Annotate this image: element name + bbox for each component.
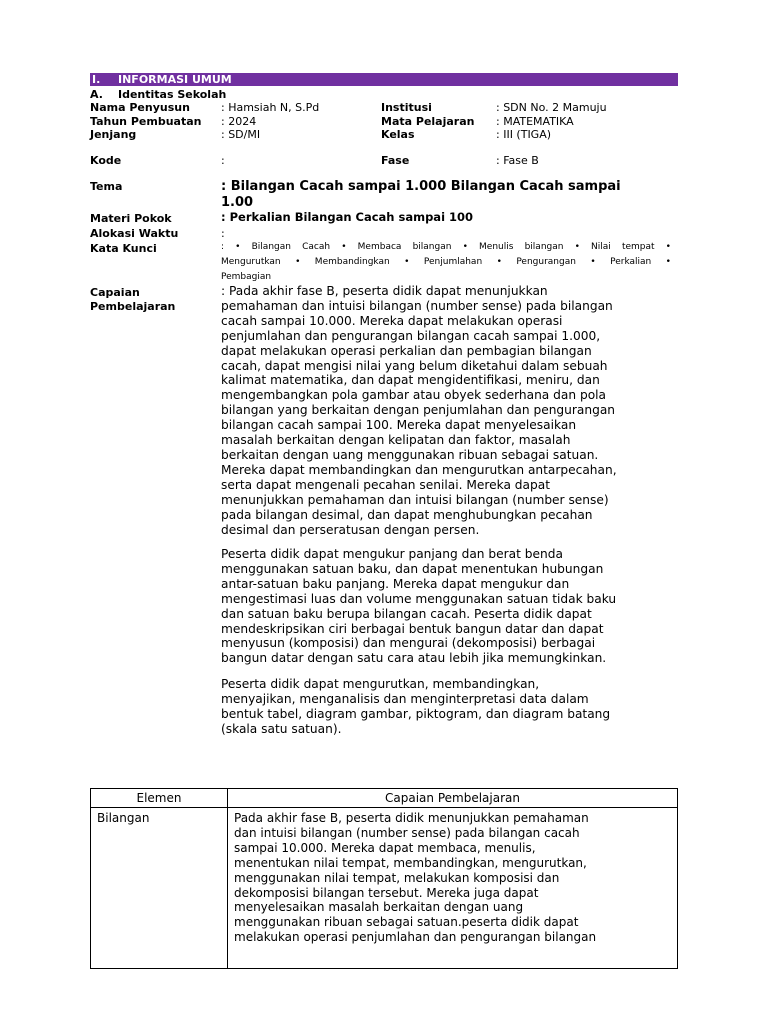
table-cell-capaian [228,808,678,969]
label-fase: Fase [381,154,410,167]
kata-kunci-line-3: Pembagian [221,272,272,282]
label-jenjang: Jenjang [90,128,137,141]
capaian-paragraph-3: Peserta didik dapat mengurutkan, membandingkan, menyajikan, menganalisis dan menginterpretasi data dalam bentuk tabel, diagram gambar, piktogram, dan diagram batang (skala satu satuan). [221,677,611,736]
subsection-number: A. [90,88,103,101]
label-tema: Tema [90,180,123,193]
value-kode: : [221,154,225,167]
value-tema: : Bilangan Cacah sampai 1.000 Bilangan Cacah sampai 1.00 [221,179,621,210]
value-kelas: : III (TIGA) [496,128,552,141]
section-number: I. [92,73,101,86]
value-nama-penyusun: : Hamsiah N, S.Pd [221,101,320,114]
capaian-paragraph-1: : Pada akhir fase B, peserta didik dapat menunjukkan pemahaman dan intuisi bilangan (number sense) pada bilangan cacah sampai 10.000. Mereka dapat melakukan operasi penjumlahan dan pengurangan bilangan cacah sampai 1.000, dapat melakukan operasi perkalian dan pembagian bilangan cacah, dapat mengisi nilai yang belum diketahui dalam sebuah kalimat matematika, dan dapat mengidentifikasi, meniru, dan mengembangkan pola gambar atau obyek sederhana dan pola bilangan yang berkaitan dengan penjumlahan dan pengurangan bilangan cacah sampai 100. Mereka dapat menyelesaikan masalah berkaitan dengan kelipatan dan faktor, masalah berkaitan dengan uang menggunakan ribuan sebagai satuan. Mereka dapat membandingkan dan mengurutkan antarpecahan, serta dapat mengenali pecahan senilai. Mereka dapat menunjukkan pemahaman dan intuisi bilangan (number sense) pada bilangan desimal, dan dapat menghubungkan pecahan desimal dan perseratusan dengan persen. [221,284,617,537]
label-materi-pokok: Materi Pokok [90,212,172,225]
kata-kunci-line-1: : • Bilangan Cacah • Membaca bilangan • Menulis bilangan • Nilai tempat • [221,242,671,252]
label-nama-penyusun: Nama Penyusun [90,101,190,114]
table-header-row [91,789,678,808]
label-institusi: Institusi [381,101,432,114]
value-kata-kunci [221,240,671,285]
label-alokasi-waktu: Alokasi Waktu [90,227,179,240]
section-header-bar [90,73,678,86]
value-materi-pokok: : Perkalian Bilangan Cacah sampai 100 [221,210,474,224]
label-tahun-pembuatan: Tahun Pembuatan [90,115,202,128]
label-kelas: Kelas [381,128,415,141]
capaian-table [90,788,678,969]
value-jenjang: : SD/MI [221,128,261,141]
subsection-title: Identitas Sekolah [118,88,227,101]
capaian-paragraph-2: Peserta didik dapat mengukur panjang dan berat benda menggunakan satuan baku, dan dapat menentukan hubungan antar-satuan baku panjang. Mereka dapat mengukur dan mengestimasi luas dan volume menggunakan satuan tidak baku dan satuan baku berupa bilangan cacah. Peserta didik dapat mendeskripsikan ciri berbagai bentuk bangun datar dan dapat menyusun (komposisi) dan mengurai (dekomposisi) berbagai bangun datar dengan satu cara atau lebih jika memungkinkan. [221,547,617,666]
table-header-elemen: Elemen [91,789,228,808]
value-tahun-pembuatan: : 2024 [221,115,257,128]
table-cell-elemen: Bilangan [91,808,228,969]
table-cell-capaian-text: Pada akhir fase B, peserta didik menunjukkan pemahaman dan intuisi bilangan (number sense) pada bilangan cacah sampai 10.000. Mereka dapat membaca, menulis, menentukan nilai tempat, membandingkan, mengurutkan, menggunakan nilai tempat, melakukan komposisi dan dekomposisi bilangan tersebut. Mereka juga dapat menyelesaikan masalah berkaitan dengan uang menggunakan ribuan sebagai satuan.peserta didik dapat melakukan operasi penjumlahan dan pengurangan bilangan [234,811,597,945]
value-institusi: : SDN No. 2 Mamuju [496,101,607,114]
table-header-capaian: Capaian Pembelajaran [228,789,678,808]
label-mata-pelajaran: Mata Pelajaran [381,115,475,128]
label-kode: Kode [90,154,122,167]
label-kata-kunci: Kata Kunci [90,242,157,255]
value-alokasi-waktu: : [221,227,225,240]
value-mata-pelajaran: : MATEMATIKA [496,115,574,128]
kata-kunci-line-2: Mengurutkan • Membandingkan • Penjumlahan • Pengurangan • Perkalian • [221,257,671,267]
table-row [91,808,678,969]
table-cell-capaian-clip [234,811,671,965]
label-capaian-line-2: Pembelajaran [90,300,176,313]
label-capaian-line-1: Capaian [90,286,140,299]
value-fase: : Fase B [496,154,539,167]
section-title: INFORMASI UMUM [118,73,232,86]
